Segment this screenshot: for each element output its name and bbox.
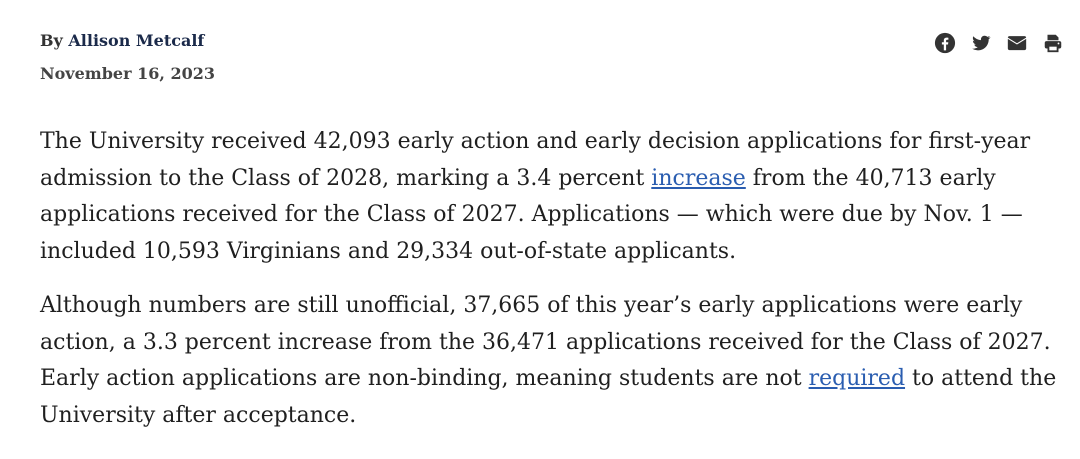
publish-date: November 16, 2023 bbox=[40, 64, 216, 83]
print-icon[interactable] bbox=[1042, 32, 1064, 54]
byline-prefix: By bbox=[40, 31, 69, 50]
share-toolbar bbox=[934, 32, 1064, 54]
article-body bbox=[40, 124, 1060, 452]
paragraph-2-text-a: Although numbers are still unofficial, 37,665 of this year’s early applications were early action, a 3.3 percent increase from the 36,471 applications received for the Class of 2027. Early action applications are non-binding, meaning students are not bbox=[40, 293, 1051, 391]
facebook-icon[interactable] bbox=[934, 32, 956, 54]
increase-link[interactable]: increase bbox=[651, 165, 746, 191]
email-icon[interactable] bbox=[1006, 32, 1028, 54]
paragraph-2-text-b: to attend the University after acceptance. bbox=[40, 366, 1057, 428]
twitter-icon[interactable] bbox=[970, 32, 992, 54]
byline bbox=[40, 30, 204, 52]
paragraph-1-text-a: The University received 42,093 early action and early decision applications for first-year admission to the Class of 2028, marking a 3.4 percent bbox=[40, 129, 1031, 191]
paragraph-1-text-b: from the 40,713 early applications received for the Class of 2027. Applications — which were due by Nov. 1 — included 10,593 Virginians and 29,334 out-of-state applicants. bbox=[40, 165, 1023, 264]
paragraph-1 bbox=[40, 124, 1060, 270]
author-link[interactable]: Allison Metcalf bbox=[68, 31, 205, 50]
paragraph-2 bbox=[40, 288, 1060, 434]
required-link[interactable]: required bbox=[808, 366, 906, 391]
